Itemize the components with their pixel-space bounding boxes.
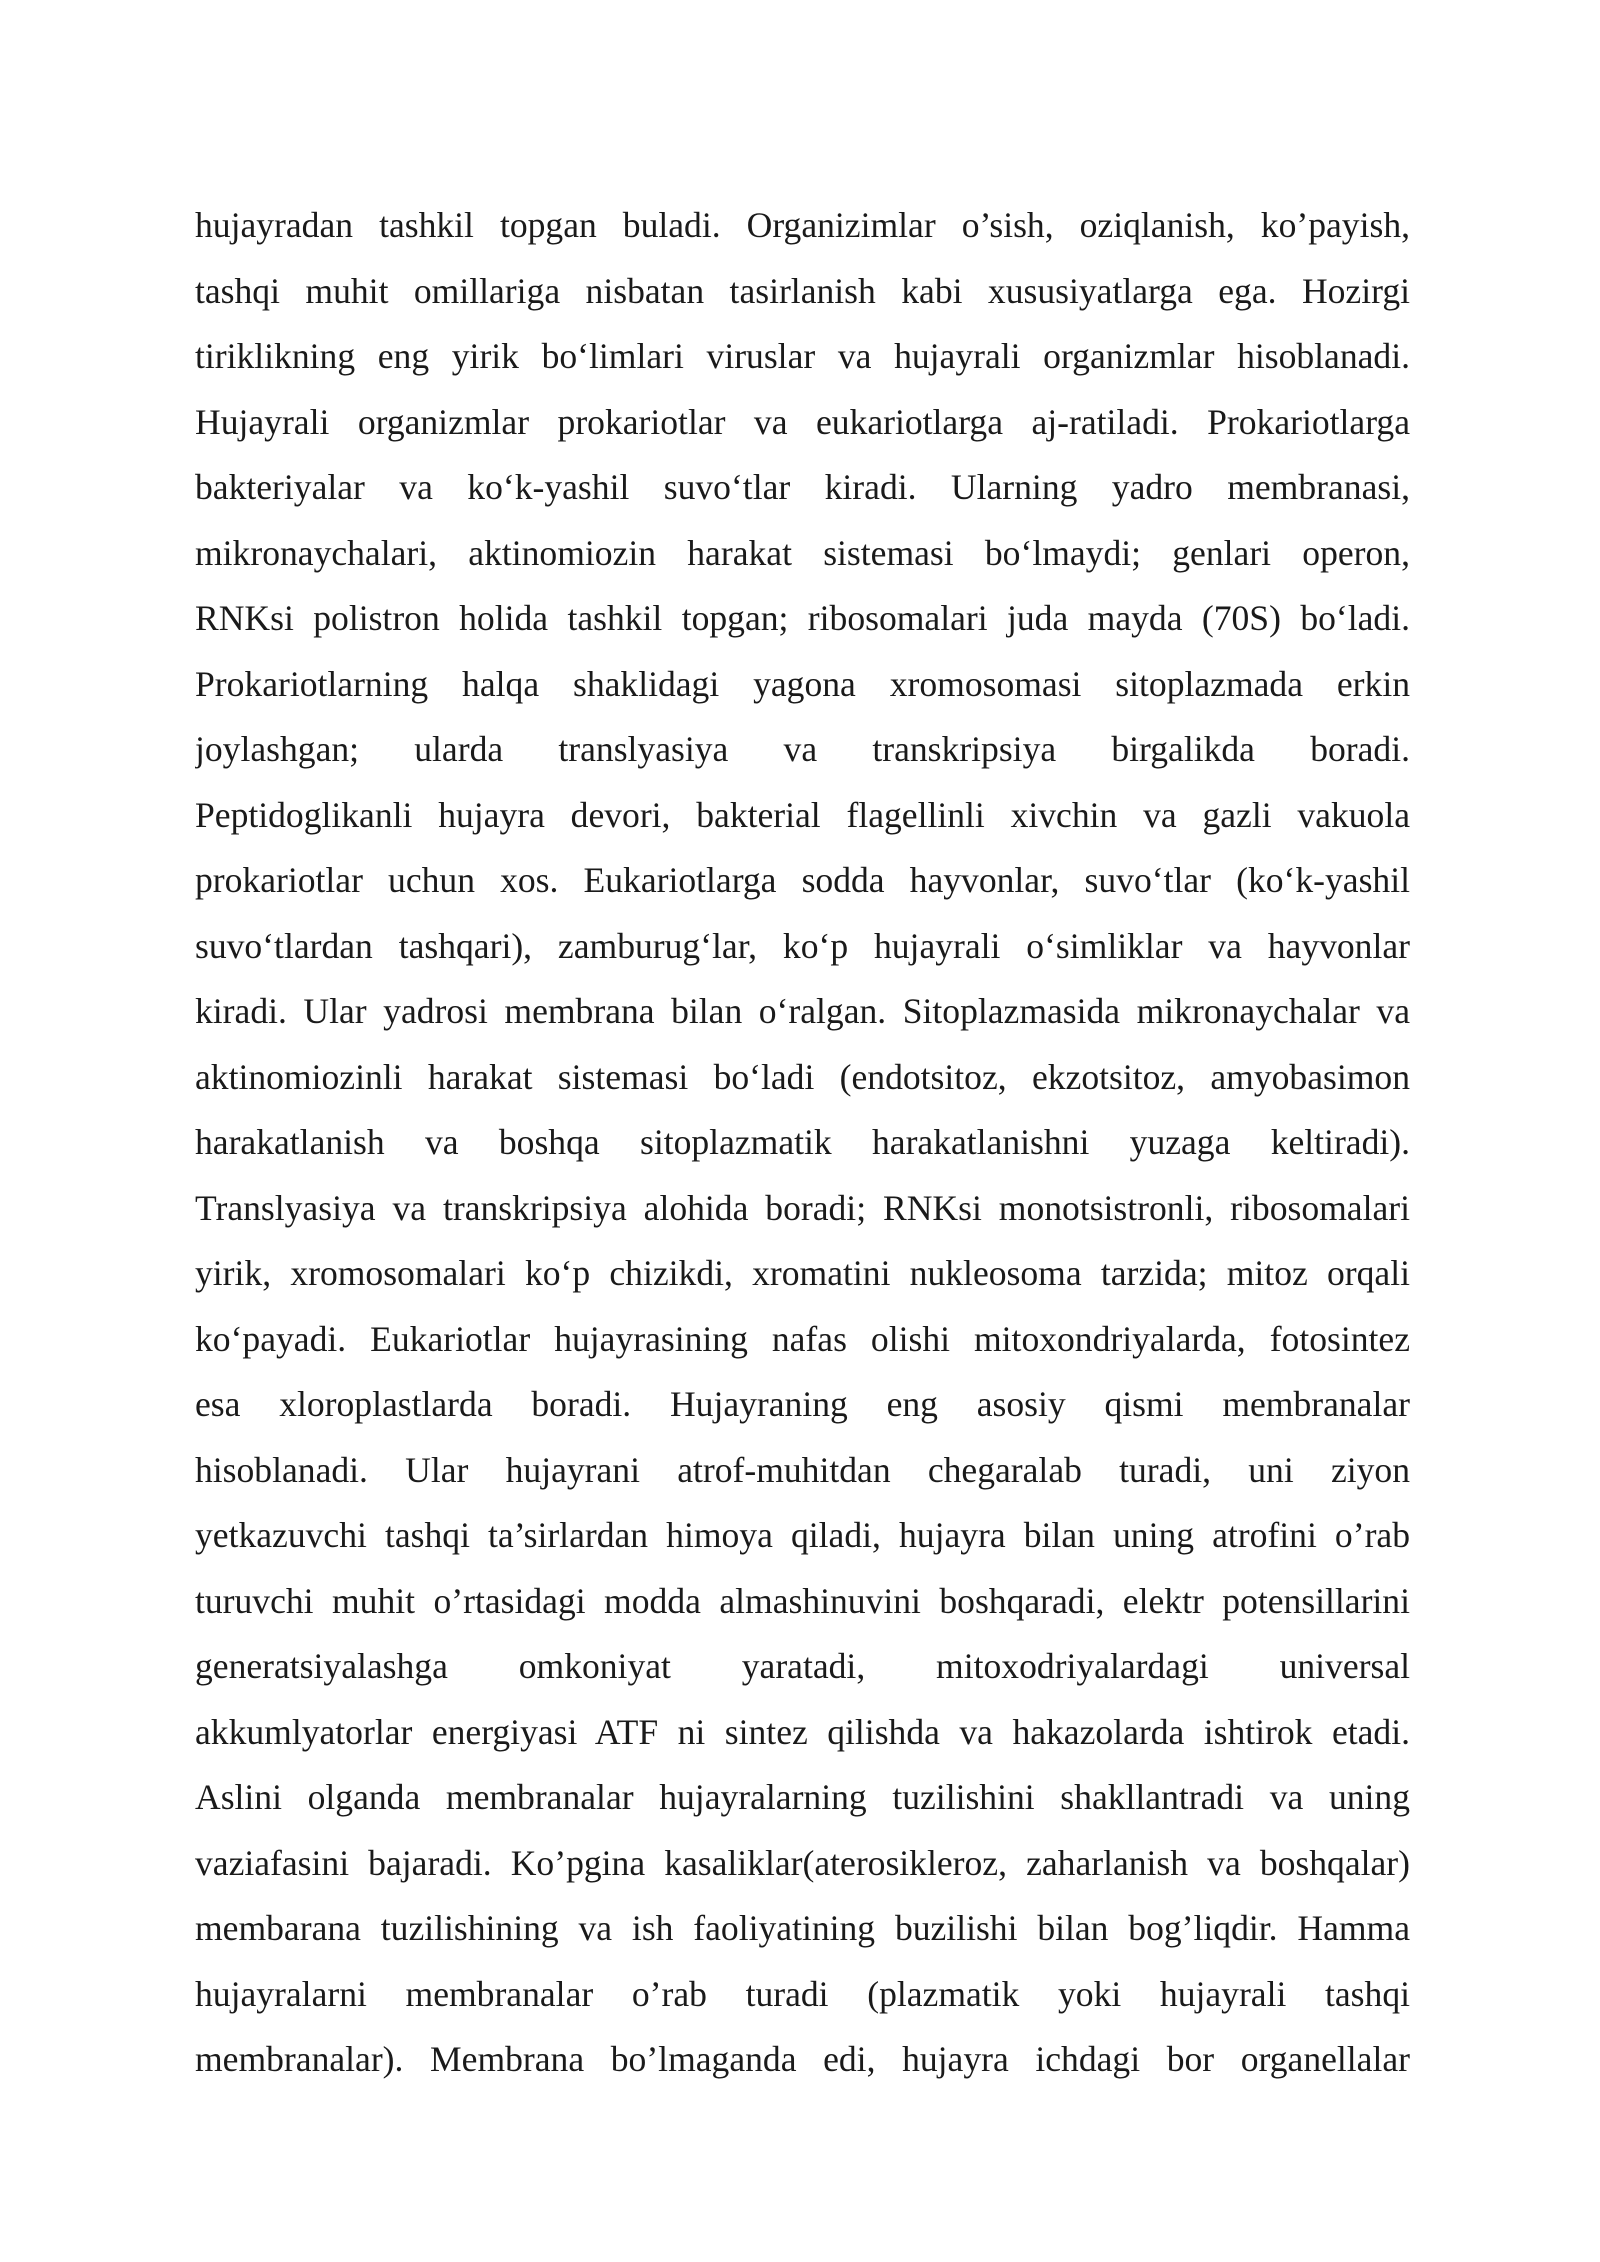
text-line: tashqi muhit omillariga nisbatan tasirlanish kabi xususiyatlarga ega. Hozirgi <box>195 270 1410 311</box>
text-line: turuvchi muhit o’rtasidagi modda almashinuvini boshqaradi, elektr potensillarini <box>195 1580 1410 1621</box>
text-line: yirik, xromosomalari koʻp chizikdi, xromatini nukleosoma tarzida; mitoz orqali <box>195 1253 1410 1293</box>
text-line: esa xloroplastlarda boradi. Hujayraning eng asosiy qismi membranalar <box>195 1384 1410 1424</box>
text-line: membarana tuzilishining va ish faoliyatining buzilishi bilan bog’liqdir. Hamma <box>195 1908 1410 1948</box>
text-line: kiradi. Ular yadrosi membrana bilan oʻralgan. Sitoplazmasida mikronaychalar va <box>195 991 1410 1031</box>
text-line: koʻpayadi. Eukariotlar hujayrasining nafas olishi mitoxondriyalarda, fotosintez <box>195 1318 1410 1359</box>
text-line: Hujayrali organizmlar prokariotlar va eukariotlarga aj-ratiladi. Prokariotlarga <box>195 401 1410 442</box>
text-line: bakteriyalar va koʻk-yashil suvoʻtlar kiradi. Ularning yadro membranasi, <box>195 467 1410 507</box>
text-line: akkumlyatorlar energiyasi ATF ni sintez qilishda va hakazolarda ishtirok etadi. <box>195 1711 1410 1752</box>
text-line: Peptidoglikanli hujayra devori, bakterial flagellinli xivchin va gazli vakuola <box>195 794 1410 835</box>
text-line: harakatlanish va boshqa sitoplazmatik harakatlanishni yuzaga keltiradi). <box>195 1122 1410 1162</box>
text-line: vaziafasini bajaradi. Ko’pgina kasaliklar(aterosikleroz, zaharlanish va boshqalar) <box>195 1842 1410 1883</box>
text-line: membranalar). Membrana bo’lmaganda edi, hujayra ichdagi bor organellalar <box>195 2039 1410 2079</box>
text-line: Prokariotlarning halqa shaklidagi yagona xromosomasi sitoplazmada erkin <box>195 663 1410 704</box>
text-line: suvoʻtlardan tashqari), zamburugʻlar, koʻp hujayrali oʻsimliklar va hayvonlar <box>195 925 1410 966</box>
text-line: yetkazuvchi tashqi ta’sirlardan himoya qiladi, hujayra bilan uning atrofini o’rab <box>195 1515 1410 1555</box>
body-text <box>195 193 1410 2093</box>
text-line: hisoblanadi. Ular hujayrani atrof-muhitdan chegaralab turadi, uni ziyon <box>195 1449 1410 1490</box>
text-line: mikronaychalari, aktinomiozin harakat sistemasi boʻlmaydi; genlari operon, <box>195 532 1410 573</box>
text-line: Aslini olganda membranalar hujayralarning tuzilishini shakllantradi va uning <box>195 1777 1410 1817</box>
text-line: hujayradan tashkil topgan buladi. Organizimlar o’sish, oziqlanish, ko’payish, <box>195 205 1410 245</box>
text-line: joylashgan; ularda translyasiya va transkripsiya birgalikda boradi. <box>195 729 1410 769</box>
text-line: tiriklikning eng yirik boʻlimlari viruslar va hujayrali organizmlar hisoblanadi. <box>195 336 1410 376</box>
text-line: RNKsi polistron holida tashkil topgan; ribosomalari juda mayda (70S) boʻladi. <box>195 598 1410 638</box>
text-line: aktinomiozinli harakat sistemasi boʻladi (endotsitoz, ekzotsitoz, amyobasimon <box>195 1056 1410 1097</box>
text-line: Translyasiya va transkripsiya alohida boradi; RNKsi monotsistronli, ribosomalari <box>195 1187 1410 1228</box>
text-line: prokariotlar uchun xos. Eukariotlarga sodda hayvonlar, suvoʻtlar (koʻk-yashil <box>195 860 1410 900</box>
text-line: generatsiyalashga omkoniyat yaratadi, mitoxodriyalardagi universal <box>195 1646 1410 1686</box>
text-line: hujayralarni membranalar o’rab turadi (plazmatik yoki hujayrali tashqi <box>195 1973 1410 2014</box>
